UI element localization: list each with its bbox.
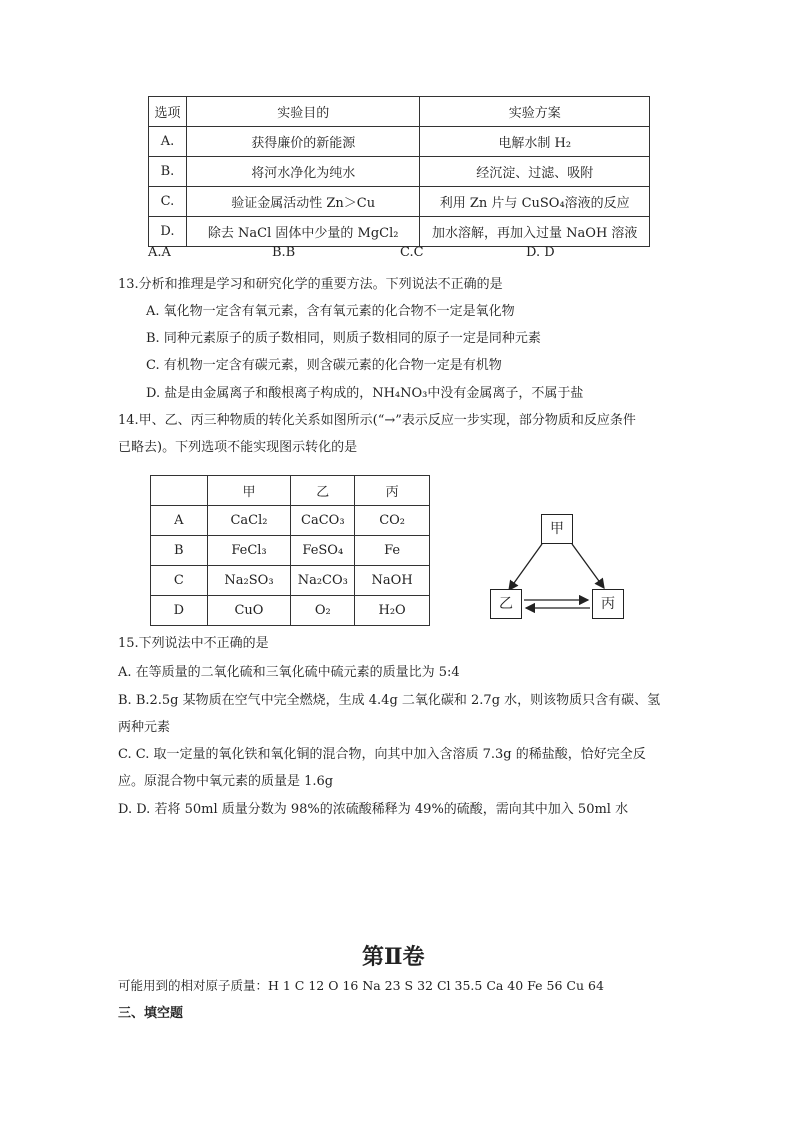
q15-line: A. 在等质量的二氧化硫和三氧化硫中硫元素的质量比为 5:4 (118, 665, 460, 680)
table-cell: C. (149, 187, 187, 217)
table-cell: A. (149, 127, 187, 157)
q15-line: 两种元素 (118, 720, 171, 735)
node-jia: 甲 (541, 514, 573, 544)
table-row (151, 506, 430, 536)
table-cell: 经沉淀、过滤、吸附 (420, 157, 650, 187)
choice-d: D. D (526, 245, 555, 260)
table-row (149, 127, 650, 157)
choice-b: B.B (272, 245, 296, 260)
table-row (149, 157, 650, 187)
atomic-masses: 可能用到的相对原子质量：H 1 C 12 O 16 Na 23 S 32 Cl 35.5 Ca 40 Fe 56 Cu 64 (118, 978, 604, 993)
table-cell: CuO (207, 596, 291, 626)
table-row (149, 187, 650, 217)
q15-line: D. D. 若将 50ml 质量分数为 98%的浓硫酸稀释为 49%的硫酸，需向其中加入 50ml 水 (118, 802, 629, 817)
table-cell: 将河水净化为纯水 (186, 157, 420, 187)
table-cell: O₂ (291, 596, 355, 626)
table-cell: CaCl₂ (207, 506, 291, 536)
choice-a: A.A (148, 245, 171, 260)
table-cell: B (151, 536, 208, 566)
header-purpose: 实验目的 (186, 97, 420, 127)
table-cell: Fe (355, 536, 430, 566)
table-cell: C (151, 566, 208, 596)
q13-option-d: D. 盐是由金属离子和酸根离子构成的，NH₄NO₃中没有金属离子，不属于盐 (146, 386, 584, 401)
conversion-table (150, 475, 430, 626)
q15-line: B. B.2.5g 某物质在空气中完全燃烧，生成 4.4g 二氧化碳和 2.7g 水，则该物质只含有碳、氢 (118, 693, 661, 708)
header-jia: 甲 (207, 476, 291, 506)
q14-stem-line2: 已略去)。下列选项不能实现图示转化的是 (118, 440, 358, 455)
table-cell: FeSO₄ (291, 536, 355, 566)
table-cell: B. (149, 157, 187, 187)
table-row (149, 217, 650, 247)
q13-stem: 13.分析和推理是学习和研究化学的重要方法。下列说法不正确的是 (118, 277, 503, 292)
node-yi: 乙 (490, 589, 522, 619)
table-cell: 获得廉价的新能源 (186, 127, 420, 157)
choice-c: C.C (400, 245, 424, 260)
table-cell: D. (149, 217, 187, 247)
part3-heading: 三、填空题 (118, 1006, 184, 1021)
table-cell: 验证金属活动性 Zn＞Cu (186, 187, 420, 217)
table-cell: 电解水制 H₂ (420, 127, 650, 157)
experiment-table (148, 96, 650, 247)
q15-stem: 15.下列说法中不正确的是 (118, 636, 269, 651)
table-row (151, 536, 430, 566)
table-cell: NaOH (355, 566, 430, 596)
q13-option-a: A. 氧化物一定含有氧元素，含有氧元素的化合物不一定是氧化物 (146, 304, 515, 319)
q15-line: C. C. 取一定量的氧化铁和氧化铜的混合物，向其中加入含溶质 7.3g 的稀盐酸，恰好完全反 (118, 747, 646, 762)
table-cell (151, 476, 208, 506)
section-title: 第Ⅱ卷 (362, 944, 425, 970)
arrow-jia-to-yi (509, 544, 542, 590)
header-option: 选项 (149, 97, 187, 127)
table-cell: 除去 NaCl 固体中少量的 MgCl₂ (186, 217, 420, 247)
header-bing: 丙 (355, 476, 430, 506)
q14-stem-line1: 14.甲、乙、丙三种物质的转化关系如图所示(“→”表示反应一步实现，部分物质和反应条件 (118, 413, 636, 428)
table-cell: 利用 Zn 片与 CuSO₄溶液的反应 (420, 187, 650, 217)
table-row (151, 566, 430, 596)
table-cell: CaCO₃ (291, 506, 355, 536)
table-cell: Na₂CO₃ (291, 566, 355, 596)
table-cell: A (151, 506, 208, 536)
q15-line: 应。原混合物中氧元素的质量是 1.6g (118, 774, 334, 789)
table-cell: D (151, 596, 208, 626)
header-plan: 实验方案 (420, 97, 650, 127)
table-cell: H₂O (355, 596, 430, 626)
table-row (151, 596, 430, 626)
table-cell: CO₂ (355, 506, 430, 536)
q13-option-c: C. 有机物一定含有碳元素，则含碳元素的化合物一定是有机物 (146, 358, 502, 373)
node-bing: 丙 (592, 589, 624, 619)
table-cell: FeCl₃ (207, 536, 291, 566)
header-yi: 乙 (291, 476, 355, 506)
table-cell: 加水溶解，再加入过量 NaOH 溶液 (420, 217, 650, 247)
arrow-jia-to-bing (572, 544, 604, 588)
q13-option-b: B. 同种元素原子的质子数相同，则质子数相同的原子一定是同种元素 (146, 331, 541, 346)
table-cell: Na₂SO₃ (207, 566, 291, 596)
